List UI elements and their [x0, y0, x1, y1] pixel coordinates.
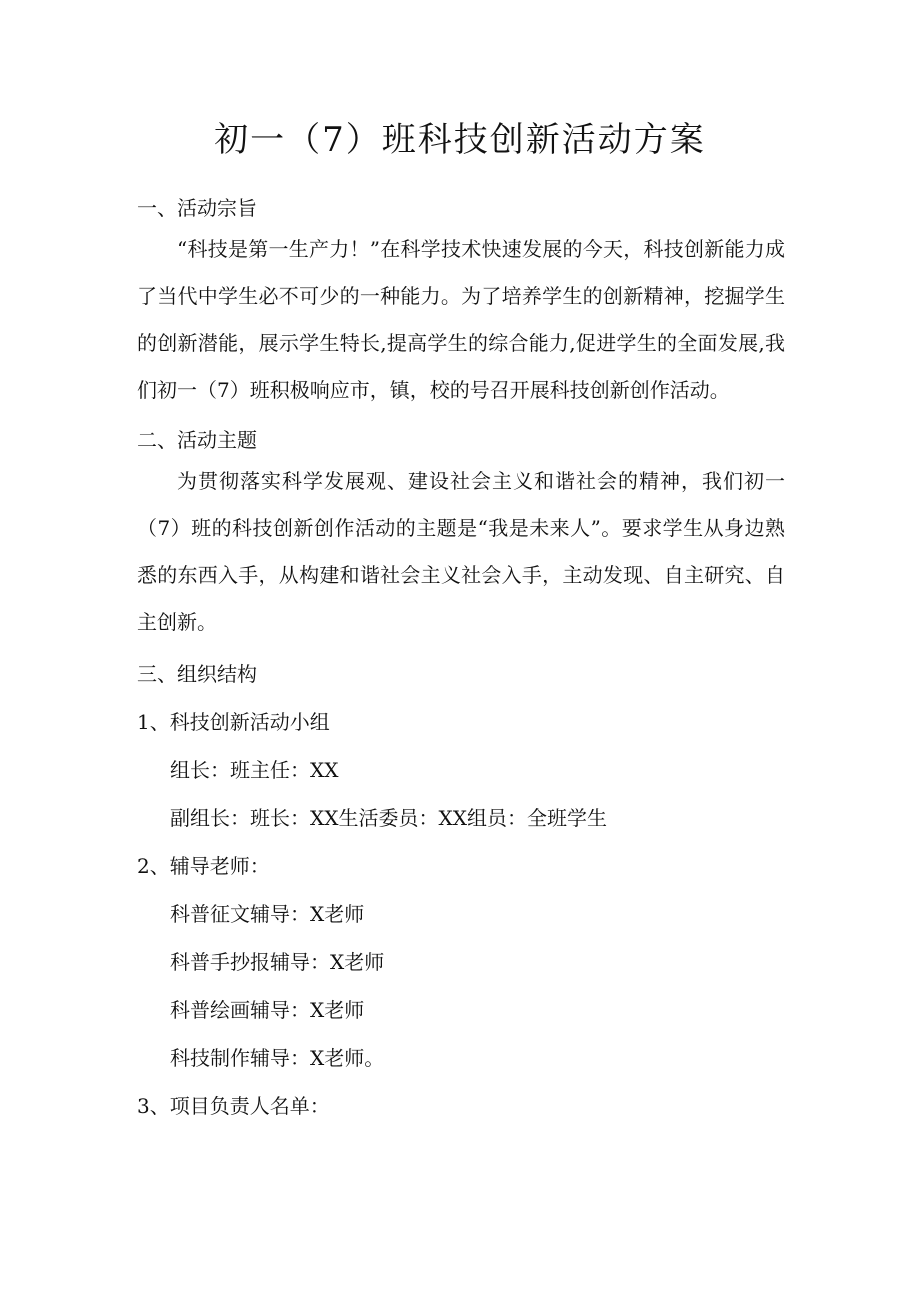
section-heading-theme: 二、活动主题 [137, 428, 257, 452]
section-heading-purpose: 一、活动宗旨 [137, 196, 257, 220]
teacher-essay: 科普征文辅导：X老师 [170, 902, 365, 926]
theme-paragraph: 为贯彻落实科学发展观、建设社会主义和谐社会的精神，我们初一（7）班的科技创新创作活动的主题是“我是未来人”。要求学生从身边熟悉的东西入手，从构建和谐社会主义社会入手，主动发现、自主研究、自主创新。 [137, 469, 785, 634]
document-title: 初一（7）班科技创新活动方案 [214, 120, 706, 160]
purpose-paragraph: “科技是第一生产力！”在科学技术快速发展的今天，科技创新能力成了当代中学生必不可少的一种能力。为了培养学生的创新精神，挖掘学生的创新潜能，展示学生特长,提高学生的综合能力,促进学生的全面发展,我们初一（7）班积极响应市，镇，校的号召开展科技创新创作活动。 [137, 237, 785, 402]
subsection-heading-leaders: 3、项目负责人名单： [137, 1094, 330, 1118]
subsection-heading-group: 1、科技创新活动小组 [137, 710, 330, 734]
group-deputy: 副组长：班长：XX生活委员：XX组员：全班学生 [170, 806, 607, 830]
subsection-heading-teachers: 2、辅导老师： [137, 854, 270, 878]
section-heading-organization: 三、组织结构 [137, 662, 257, 686]
teacher-painting: 科普绘画辅导：X老师 [170, 998, 365, 1022]
teacher-newspaper: 科普手抄报辅导：X老师 [170, 950, 385, 974]
group-leader: 组长：班主任：XX [170, 758, 339, 782]
teacher-making: 科技制作辅导：X老师。 [170, 1046, 385, 1070]
